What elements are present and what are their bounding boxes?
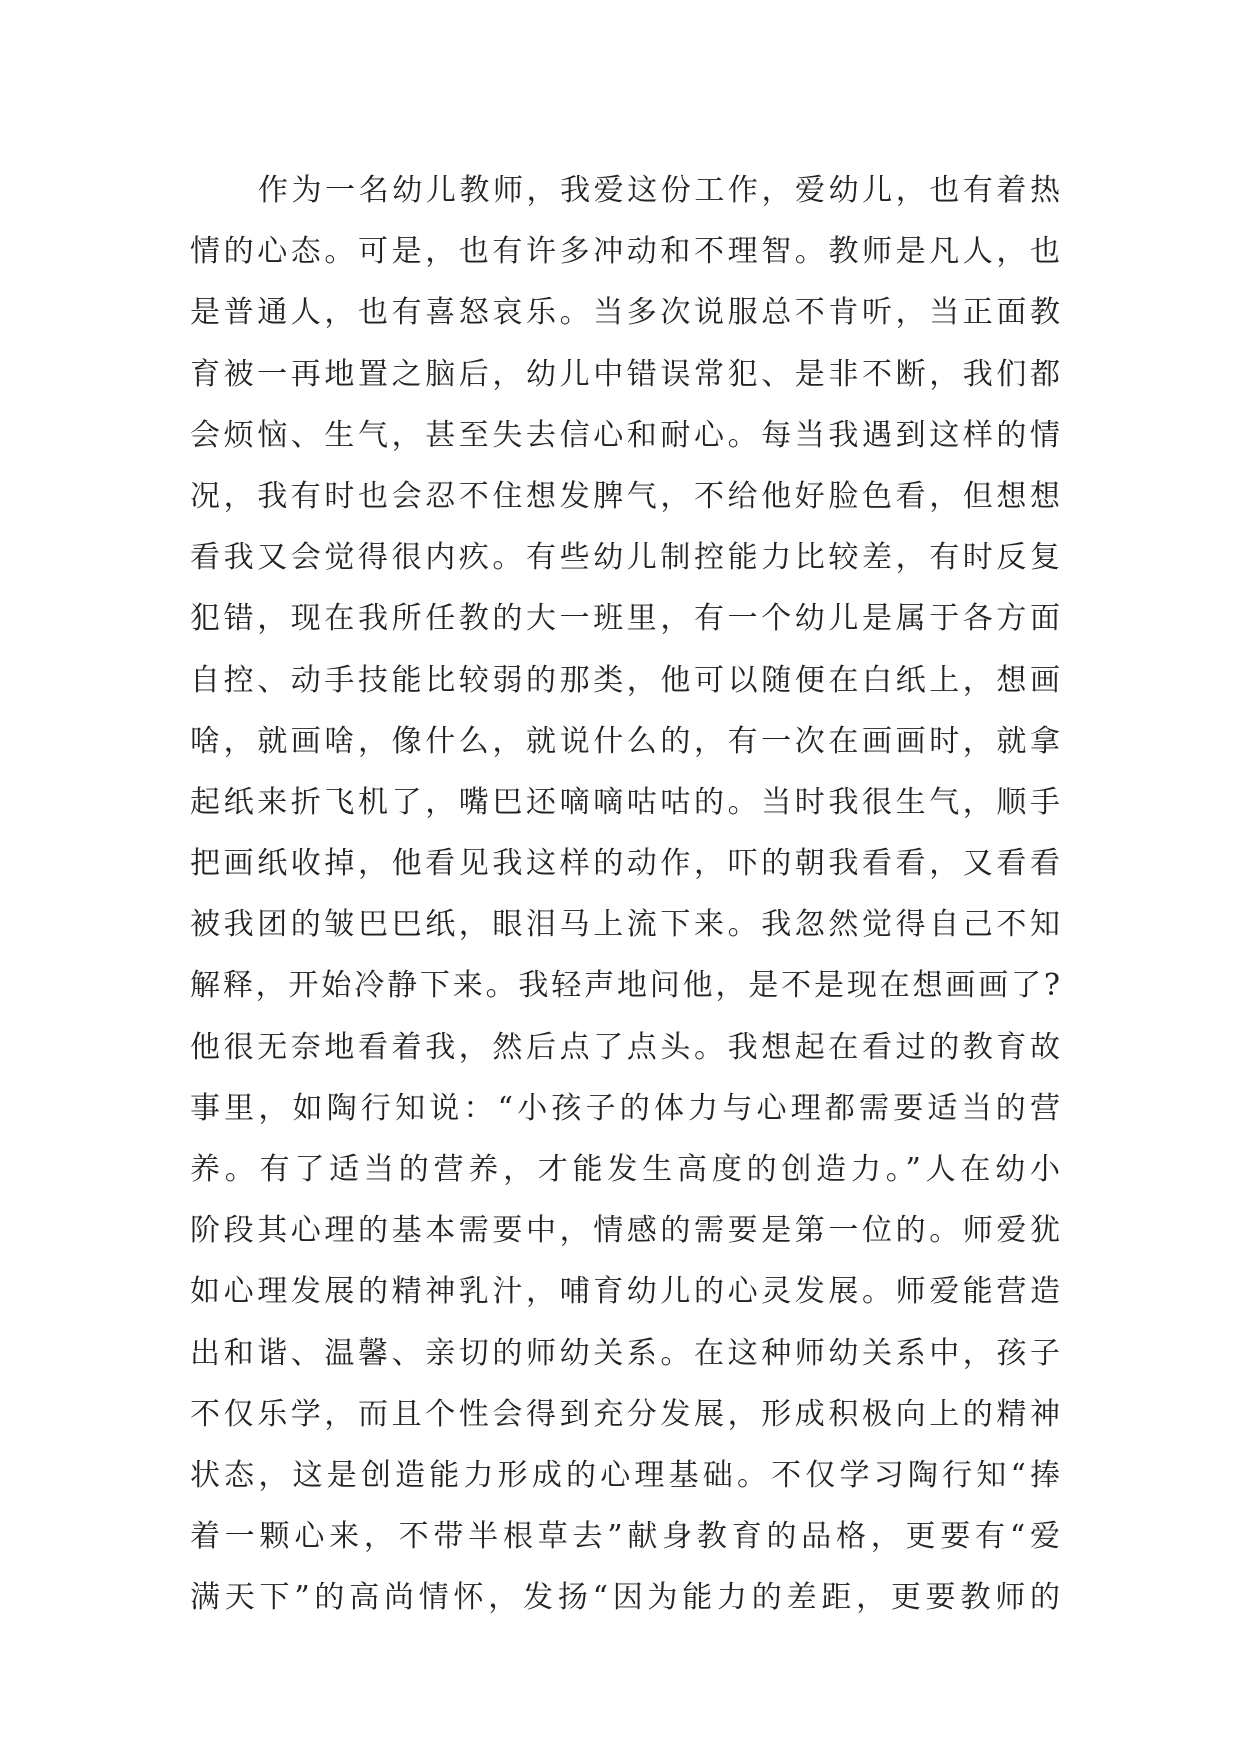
text-line: 自控、动手技能比较弱的那类，他可以随便在白纸上，想画 bbox=[190, 662, 1060, 698]
text-line: 出和谐、温馨、亲切的师幼关系。在这种师幼关系中，孩子 bbox=[190, 1335, 1060, 1371]
text-line: 状态，这是创造能力形成的心理基础。不仅学习陶行知“捧 bbox=[190, 1457, 1060, 1493]
text-line: 是普通人，也有喜怒哀乐。当多次说服总不肯听，当正面教 bbox=[190, 295, 1060, 331]
text-line: 会烦恼、生气，甚至失去信心和耐心。每当我遇到这样的情 bbox=[190, 417, 1060, 453]
text-line: 阶段其心理的基本需要中，情感的需要是第一位的。师爱犹 bbox=[190, 1213, 1060, 1249]
text-line: 事里，如陶行知说：“小孩子的体力与心理都需要适当的营 bbox=[190, 1090, 1060, 1126]
text-line: 看我又会觉得很内疚。有些幼儿制控能力比较差，有时反复 bbox=[190, 540, 1060, 576]
text-line: 养。有了适当的营养，才能发生高度的创造力。”人在幼小 bbox=[190, 1152, 1060, 1187]
text-line: 况，我有时也会忍不住想发脾气，不给他好脸色看，但想想 bbox=[190, 478, 1060, 514]
text-line: 育被一再地置之脑后，幼儿中错误常犯、是非不断，我们都 bbox=[190, 356, 1060, 392]
text-line: 如心理发展的精神乳汁，哺育幼儿的心灵发展。师爱能营造 bbox=[190, 1274, 1060, 1310]
text-line: 满天下”的高尚情怀，发扬“因为能力的差距，更要教师的 bbox=[190, 1580, 1060, 1616]
text-line: 不仅乐学，而且个性会得到充分发展，形成积极向上的精神 bbox=[190, 1396, 1060, 1432]
text-line: 解释，开始冷静下来。我轻声地问他，是不是现在想画画了? bbox=[190, 968, 1060, 1004]
text-line: 起纸来折飞机了，嘴巴还嘀嘀咕咕的。当时我很生气，顺手 bbox=[190, 784, 1060, 820]
text-line: 着一颗心来，不带半根草去”献身教育的品格，更要有“爱 bbox=[190, 1519, 1060, 1555]
text-line: 他很无奈地看着我，然后点了点头。我想起在看过的教育故 bbox=[190, 1029, 1060, 1065]
text-line: 作为一名幼儿教师，我爱这份工作，爱幼儿，也有着热 bbox=[258, 173, 1060, 208]
text-line: 把画纸收掉，他看见我这样的动作，吓的朝我看看，又看看 bbox=[190, 846, 1060, 882]
body-paragraph bbox=[190, 160, 1060, 1629]
text-line: 犯错，现在我所任教的大一班里，有一个幼儿是属于各方面 bbox=[190, 601, 1060, 637]
text-line: 情的心态。可是，也有许多冲动和不理智。教师是凡人，也 bbox=[190, 234, 1060, 270]
text-line: 被我团的皱巴巴纸，眼泪马上流下来。我忽然觉得自己不知 bbox=[190, 907, 1060, 943]
text-line: 啥，就画啥，像什么，就说什么的，有一次在画画时，就拿 bbox=[190, 723, 1060, 759]
